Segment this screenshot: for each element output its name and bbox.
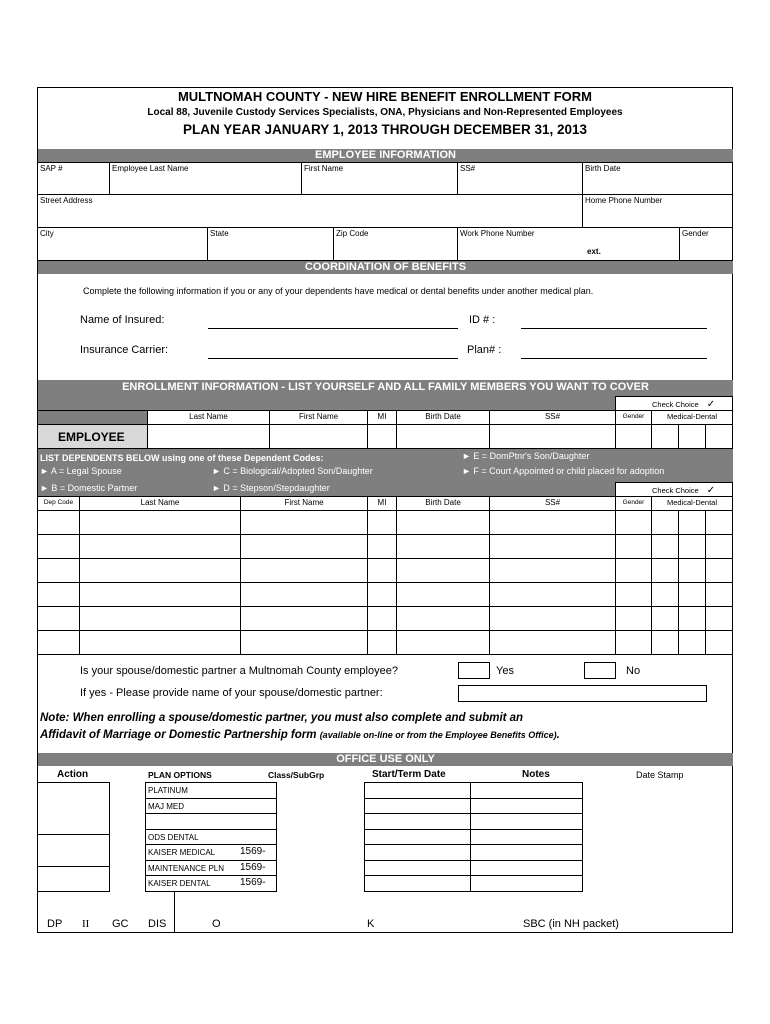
dep-last-name-input[interactable] [79, 510, 241, 535]
plan-code-label: 1569- [240, 877, 266, 888]
dep-last-name-input[interactable] [79, 630, 241, 655]
check-choice-box [615, 396, 733, 411]
dep-last-name-input[interactable] [79, 582, 241, 607]
plan-option-row [145, 798, 238, 815]
dep-mi-input[interactable] [367, 510, 397, 535]
dep-extra-input[interactable] [705, 510, 733, 535]
id-input[interactable] [521, 328, 707, 329]
plan-option-label: PLATINUM [148, 786, 188, 795]
plan-code-field[interactable] [237, 813, 277, 830]
employee-header-blank [37, 410, 148, 425]
action-box-3[interactable] [37, 866, 110, 892]
spouse-yes-checkbox[interactable] [458, 662, 490, 679]
dep-dental-input[interactable] [678, 582, 706, 607]
class-label: Class/SubGrp [268, 770, 325, 780]
street-field[interactable] [37, 194, 583, 228]
dep-extra-input[interactable] [705, 558, 733, 583]
footer-o: O [212, 918, 221, 930]
code-c: ► C = Biological/Adopted Son/Daughter [212, 466, 373, 476]
plan-option-label: KAISER MEDICAL [148, 848, 216, 857]
plan-option-row [145, 844, 238, 861]
dep-gender-input[interactable] [615, 630, 652, 655]
grid-line [364, 798, 583, 799]
dep-first-name-input[interactable] [240, 582, 368, 607]
footer-sbc: SBC (in NH packet) [523, 918, 619, 930]
street-label: Street Address [40, 196, 93, 205]
zip-field[interactable] [333, 227, 458, 261]
plan-option-label: MAINTENANCE PLN [148, 863, 225, 873]
col-mi: MI [367, 410, 397, 425]
employee-last-name-input[interactable] [147, 424, 270, 449]
col-last-name: Last Name [147, 410, 270, 425]
dep-last-name-input[interactable] [79, 606, 241, 631]
note-line-2: Affidavit of Marriage or Domestic Partnership form [40, 729, 317, 741]
dep-code-input[interactable] [37, 510, 80, 535]
plan-code-field[interactable] [237, 875, 277, 892]
birth-date-label: Birth Date [585, 164, 621, 173]
dep-first-name-input[interactable] [240, 510, 368, 535]
dep-birth-input[interactable] [396, 606, 490, 631]
dep-medical-input[interactable] [651, 606, 679, 631]
code-d: ► D = Stepson/Stepdaughter [212, 483, 330, 493]
note-line-2-wrap [40, 729, 560, 741]
check-choice-label-2: Check Choice [652, 486, 699, 495]
birth-date-field[interactable] [582, 162, 733, 195]
coordination-instruction: Complete the following information if you or any of your dependents have medical or dental benefits under another medical plan. [83, 286, 594, 296]
footer-dp: DP [47, 918, 63, 930]
plan-option-row [145, 782, 238, 799]
spouse-name-question: If yes - Please provide name of your spouse/domestic partner: [80, 687, 383, 699]
dep-medical-input[interactable] [651, 630, 679, 655]
dep-mi-input[interactable] [367, 582, 397, 607]
dep-ss-input[interactable] [489, 534, 616, 559]
note-period: . [556, 729, 560, 741]
dep-last-name-input[interactable] [79, 558, 241, 583]
plan-option-label: KAISER DENTAL [148, 879, 211, 888]
grid-line [364, 860, 583, 861]
dep-dental-input[interactable] [678, 606, 706, 631]
plan-input[interactable] [521, 358, 707, 359]
dep-birth-input[interactable] [396, 558, 490, 583]
dep-ss-input[interactable] [489, 606, 616, 631]
grid-line [364, 875, 583, 876]
state-field[interactable] [207, 227, 334, 261]
dep-mi-input[interactable] [367, 606, 397, 631]
plan-option-row [145, 829, 238, 846]
id-label: ID # : [469, 314, 496, 326]
note-line-2b: (available on-line or from the Employee Benefits Office) [319, 730, 557, 740]
state-label: State [210, 229, 229, 238]
dep-col-birth: Birth Date [396, 496, 490, 511]
dep-birth-input[interactable] [396, 630, 490, 655]
employee-ss-input[interactable] [489, 424, 616, 449]
dep-col-first-name: First Name [240, 496, 368, 511]
check-mark-icon: ✓ [706, 399, 716, 410]
plan-label: Plan# : [467, 344, 502, 356]
check-mark-icon-2: ✓ [706, 485, 716, 496]
dep-col-last-name: Last Name [79, 496, 241, 511]
dep-first-name-input[interactable] [240, 558, 368, 583]
dep-extra-input[interactable] [705, 534, 733, 559]
footer-dis: DIS [148, 918, 167, 930]
plan-options-label: PLAN OPTIONS [148, 770, 212, 780]
code-a: ► A = Legal Spouse [40, 466, 122, 476]
dep-gender-input[interactable] [615, 510, 652, 535]
sap-field[interactable] [37, 162, 110, 195]
dep-medical-input[interactable] [651, 558, 679, 583]
col-dep-code: Dep Code [37, 496, 80, 511]
first-name-field[interactable] [301, 162, 458, 195]
dep-dental-input[interactable] [678, 510, 706, 535]
check-choice-label: Check Choice [652, 400, 699, 409]
form-title: MULTNOMAH COUNTY - NEW HIRE BENEFIT ENROLLMENT FORM [177, 89, 593, 104]
footer-ii: II [82, 918, 90, 930]
coordination-header: COORDINATION OF BENEFITS [38, 261, 733, 274]
dep-gender-input[interactable] [615, 534, 652, 559]
spouse-no-checkbox[interactable] [584, 662, 616, 679]
plan-option-label: ODS DENTAL [148, 832, 199, 842]
notes-label: Notes [522, 769, 550, 780]
dep-dental-input[interactable] [678, 630, 706, 655]
dep-birth-input[interactable] [396, 534, 490, 559]
code-b: ► B = Domestic Partner [40, 483, 138, 493]
footer-divider [174, 892, 175, 933]
dep-ss-input[interactable] [489, 582, 616, 607]
footer-gc: GC [112, 918, 129, 930]
dep-first-name-input[interactable] [240, 534, 368, 559]
work-phone-field[interactable] [457, 227, 680, 261]
col-ss: SS# [489, 410, 616, 425]
dep-code-input[interactable] [37, 606, 80, 631]
yes-label: Yes [496, 665, 514, 677]
employee-dental-check[interactable] [678, 424, 706, 449]
plan-option-row [145, 813, 238, 830]
note-line-1: Note: When enrolling a spouse/domestic partner, you must also complete and submit an [40, 712, 524, 724]
grid-line [364, 829, 583, 830]
last-name-field[interactable] [109, 162, 302, 195]
footer-k: K [367, 918, 375, 930]
dep-first-name-input[interactable] [240, 606, 368, 631]
dep-last-name-input[interactable] [79, 534, 241, 559]
last-name-label: Employee Last Name [112, 164, 189, 173]
name-insured-input[interactable] [208, 328, 458, 329]
plan-option-label: MAJ MED [148, 801, 184, 811]
dep-code-input[interactable] [37, 558, 80, 583]
code-f: ► F = Court Appointed or child placed for adoption [462, 466, 665, 476]
plan-code-field[interactable] [237, 829, 277, 846]
employee-medical-check[interactable] [651, 424, 679, 449]
dep-col-gender: Gender [615, 496, 652, 511]
dep-birth-input[interactable] [396, 510, 490, 535]
dep-col-mi: MI [367, 496, 397, 511]
dep-medical-input[interactable] [651, 510, 679, 535]
code-e: ► E = DomPtnr's Son/Daughter [462, 451, 590, 461]
ss-label: SS# [460, 164, 476, 173]
plan-option-row [145, 860, 238, 877]
dep-birth-input[interactable] [396, 582, 490, 607]
action-box-2[interactable] [37, 834, 110, 867]
employee-info-header: EMPLOYEE INFORMATION [38, 149, 733, 162]
enrollment-header: ENROLLMENT INFORMATION - LIST YOURSELF AND ALL FAMILY MEMBERS YOU WANT TO COVER [122, 381, 649, 393]
office-use-header: OFFICE USE ONLY [38, 753, 733, 766]
dep-extra-input[interactable] [705, 582, 733, 607]
dep-gender-input[interactable] [615, 606, 652, 631]
dep-ss-input[interactable] [489, 630, 616, 655]
dep-mi-input[interactable] [367, 630, 397, 655]
action-label: Action [57, 769, 89, 780]
dep-col-medical-dental: Medical-Dental [651, 496, 733, 511]
sap-label: SAP # [40, 164, 63, 173]
plan-year: PLAN YEAR JANUARY 1, 2013 THROUGH DECEMBER 31, 2013 [182, 122, 588, 137]
plan-option-row [145, 875, 238, 892]
plan-code-label: 1569- [240, 861, 266, 873]
carrier-input[interactable] [208, 358, 458, 359]
city-label: City [40, 229, 54, 238]
dep-code-input[interactable] [37, 582, 80, 607]
col-first-name: First Name [269, 410, 368, 425]
gender-label: Gender [682, 229, 709, 238]
plan-code-field[interactable] [237, 782, 277, 799]
employee-first-name-input[interactable] [269, 424, 368, 449]
employee-birth-input[interactable] [396, 424, 490, 449]
gender-field[interactable] [679, 227, 733, 261]
ss-field[interactable] [457, 162, 583, 195]
dep-gender-input[interactable] [615, 558, 652, 583]
start-term-label: Start/Term Date [372, 769, 446, 780]
first-name-label: First Name [304, 164, 344, 173]
home-phone-label: Home Phone Number [585, 196, 663, 205]
spouse-name-input[interactable] [458, 685, 707, 702]
dep-code-input[interactable] [37, 534, 80, 559]
zip-label: Zip Code [336, 229, 369, 238]
dep-extra-input[interactable] [705, 630, 733, 655]
dep-gender-input[interactable] [615, 582, 652, 607]
col-medical-dental: Medical-Dental [651, 410, 733, 425]
col-gender: Gender [615, 410, 652, 425]
dep-mi-input[interactable] [367, 534, 397, 559]
action-box-1[interactable] [37, 782, 110, 835]
ext-label: ext. [587, 247, 601, 256]
dep-ss-input[interactable] [489, 558, 616, 583]
city-field[interactable] [37, 227, 208, 261]
employee-extra-check[interactable] [705, 424, 733, 449]
dep-medical-input[interactable] [651, 582, 679, 607]
plan-code-field[interactable] [237, 798, 277, 815]
grid-line [364, 813, 583, 814]
dep-col-ss: SS# [489, 496, 616, 511]
col-birth-date: Birth Date [396, 410, 490, 425]
plan-code-field[interactable] [237, 860, 277, 877]
plan-code-field[interactable] [237, 844, 277, 861]
dependents-header: LIST DEPENDENTS BELOW using one of these Dependent Codes: [40, 453, 324, 463]
plan-code-label: 1569- [240, 846, 266, 857]
employee-mi-input[interactable] [367, 424, 397, 449]
grid-line [364, 844, 583, 845]
dep-ss-input[interactable] [489, 510, 616, 535]
dep-dental-input[interactable] [678, 534, 706, 559]
date-stamp-label: Date Stamp [636, 770, 684, 780]
dep-medical-input[interactable] [651, 534, 679, 559]
check-choice-box-2 [615, 482, 733, 497]
employee-gender-input[interactable] [615, 424, 652, 449]
home-phone-field[interactable] [582, 194, 733, 228]
spouse-question: Is your spouse/domestic partner a Multnomah County employee? [80, 665, 398, 677]
form-subtitle: Local 88, Juvenile Custody Services Specialists, ONA, Physicians and Non-Represented Employees [147, 107, 623, 118]
dep-first-name-input[interactable] [240, 630, 368, 655]
dep-code-input[interactable] [37, 630, 80, 655]
work-phone-label: Work Phone Number [460, 229, 535, 238]
no-label: No [626, 665, 641, 677]
carrier-label: Insurance Carrier: [80, 344, 169, 356]
dep-extra-input[interactable] [705, 606, 733, 631]
employee-row-label: EMPLOYEE [37, 424, 148, 449]
dep-dental-input[interactable] [678, 558, 706, 583]
name-insured-label: Name of Insured: [80, 314, 165, 326]
dep-mi-input[interactable] [367, 558, 397, 583]
